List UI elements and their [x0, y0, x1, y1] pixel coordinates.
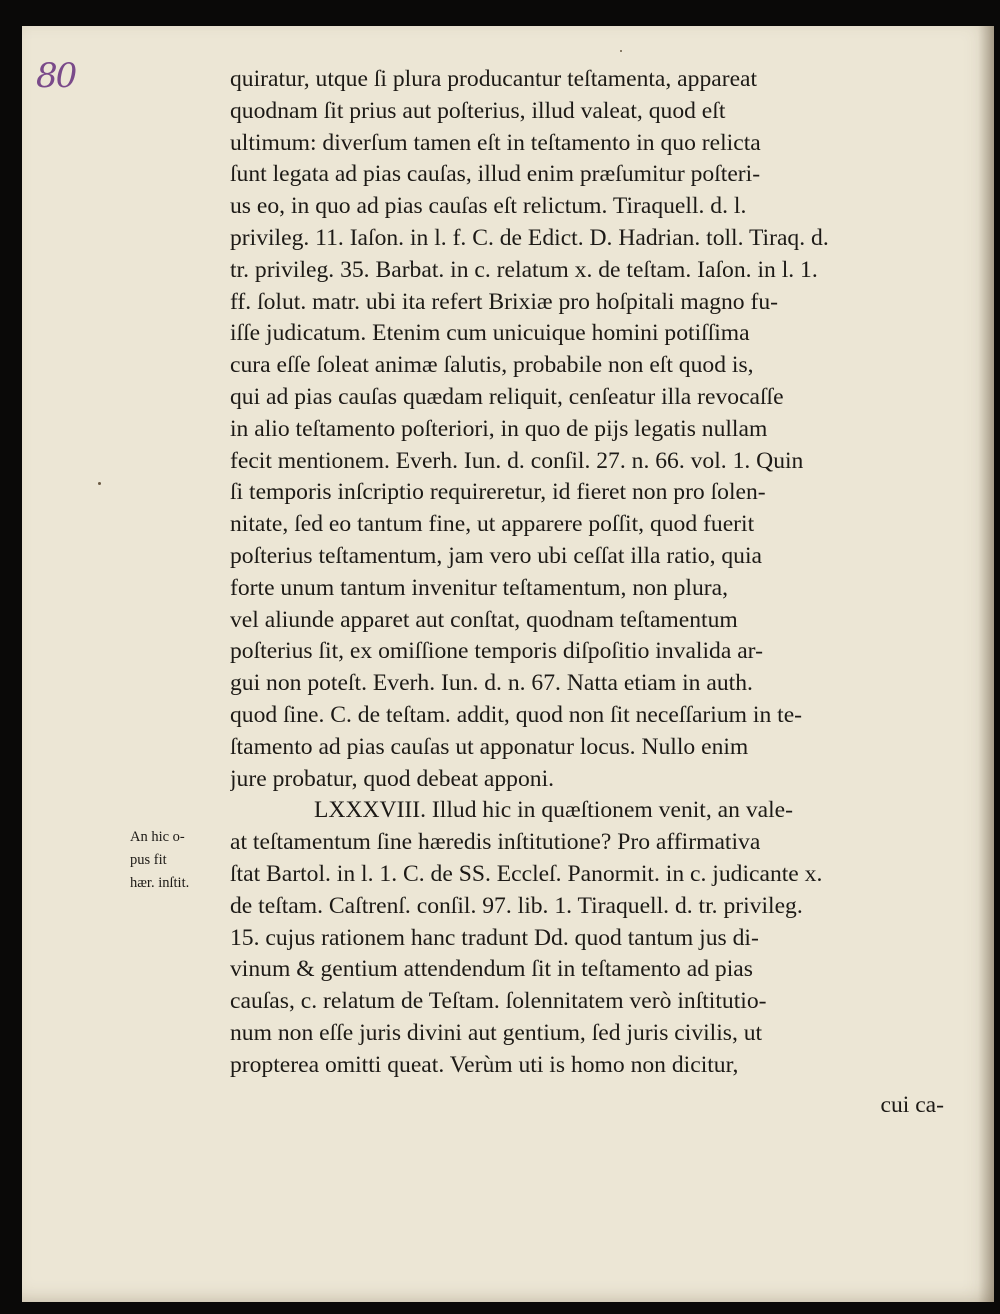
body-text	[230, 64, 946, 1082]
text-line: fecit mentionem. Everh. Iun. d. conſil. 27. n. 66. vol. 1. Quin	[230, 447, 804, 474]
margin-note	[130, 826, 240, 895]
text-line: vinum & gentium attendendum ſit in teſtamento ad pias	[230, 956, 753, 983]
text-line: iſſe judicatum. Etenim cum unicuique homini potiſſima	[230, 320, 750, 347]
catchword: cui ca-	[880, 1092, 944, 1118]
text-line: us eo, in quo ad pias cauſas eſt relictum. Tiraquell. d. l.	[230, 193, 747, 220]
text-line: gui non poteſt. Everh. Iun. d. n. 67. Natta etiam in auth.	[230, 670, 753, 697]
paper-speck	[98, 482, 101, 485]
text-line: privileg. 11. Iaſon. in l. f. C. de Edict. D. Hadrian. toll. Tiraq. d.	[230, 224, 829, 251]
text-line: quodnam ſit prius aut poſterius, illud valeat, quod eſt	[230, 97, 726, 124]
text-line: vel aliunde apparet aut conſtat, quodnam teſtamentum	[230, 606, 738, 633]
text-line: ſtat Bartol. in l. 1. C. de SS. Eccleſ. Panormit. in c. judicante x.	[230, 860, 823, 887]
section-heading-line: LXXXVIII. Illud hic in quæſtionem venit, an vale-	[314, 797, 793, 824]
margin-note-line: hær. inſtit.	[130, 875, 190, 891]
text-line: poſterius ſit, ex omiſſione temporis diſpoſitio invalida ar-	[230, 638, 763, 665]
text-line: jure probatur, quod debeat apponi.	[230, 765, 555, 792]
text-line: ſunt legata ad pias cauſas, illud enim præſumitur poſteri-	[230, 161, 761, 188]
text-line: 15. cujus rationem hanc tradunt Dd. quod tantum jus di-	[230, 924, 759, 951]
text-line: propterea omitti queat. Verùm uti is homo non dicitur,	[230, 1051, 739, 1078]
text-line: poſterius teſtamentum, jam vero ubi ceſſat illa ratio, quia	[230, 542, 763, 569]
text-line: quod ſine. C. de teſtam. addit, quod non ſit neceſſarium in te-	[230, 701, 803, 728]
text-line: tr. privileg. 35. Barbat. in c. relatum x. de teſtam. Iaſon. in l. 1.	[230, 256, 818, 283]
folio-number: 80	[36, 56, 76, 96]
paper-speck	[620, 50, 622, 52]
text-line: ff. ſolut. matr. ubi ita refert Brixiæ pro hoſpitali magno fu-	[230, 288, 779, 315]
text-line: quiratur, utque ſi plura producantur teſtamenta, appareat	[230, 66, 758, 92]
text-line: ſtamento ad pias cauſas ut apponatur locus. Nullo enim	[230, 733, 749, 760]
text-line: at teſtamentum ſine hæredis inſtitutione? Pro affirmativa	[230, 829, 761, 856]
text-line: de teſtam. Caſtrenſ. conſil. 97. lib. 1. Tiraquell. d. tr. privileg.	[230, 892, 803, 919]
text-line: ultimum: diverſum tamen eſt in teſtamento in quo relicta	[230, 129, 761, 156]
page-edge-shadow	[978, 26, 994, 1302]
text-line: qui ad pias cauſas quædam reliquit, cenſeatur illa revocaſſe	[230, 383, 784, 410]
text-line: forte unum tantum invenitur teſtamentum, non plura,	[230, 574, 728, 601]
text-line: ſi temporis inſcriptio requireretur, id fieret non pro ſolen-	[230, 479, 766, 506]
text-line: cura eſſe ſoleat animæ ſalutis, probabile non eſt quod is,	[230, 352, 754, 379]
text-line: cauſas, c. relatum de Teſtam. ſolennitatem verò inſtitutio-	[230, 988, 767, 1015]
text-line: nitate, ſed eo tantum fine, ut apparere poſſit, quod fuerit	[230, 511, 755, 538]
margin-note-line: An hic o-	[130, 829, 185, 845]
text-line: in alio teſtamento poſteriori, in quo de pijs legatis nullam	[230, 415, 768, 442]
margin-note-line: pus fit	[130, 852, 167, 868]
paper-page	[22, 26, 994, 1302]
text-line: num non eſſe juris divini aut gentium, ſed juris civilis, ut	[230, 1019, 763, 1046]
